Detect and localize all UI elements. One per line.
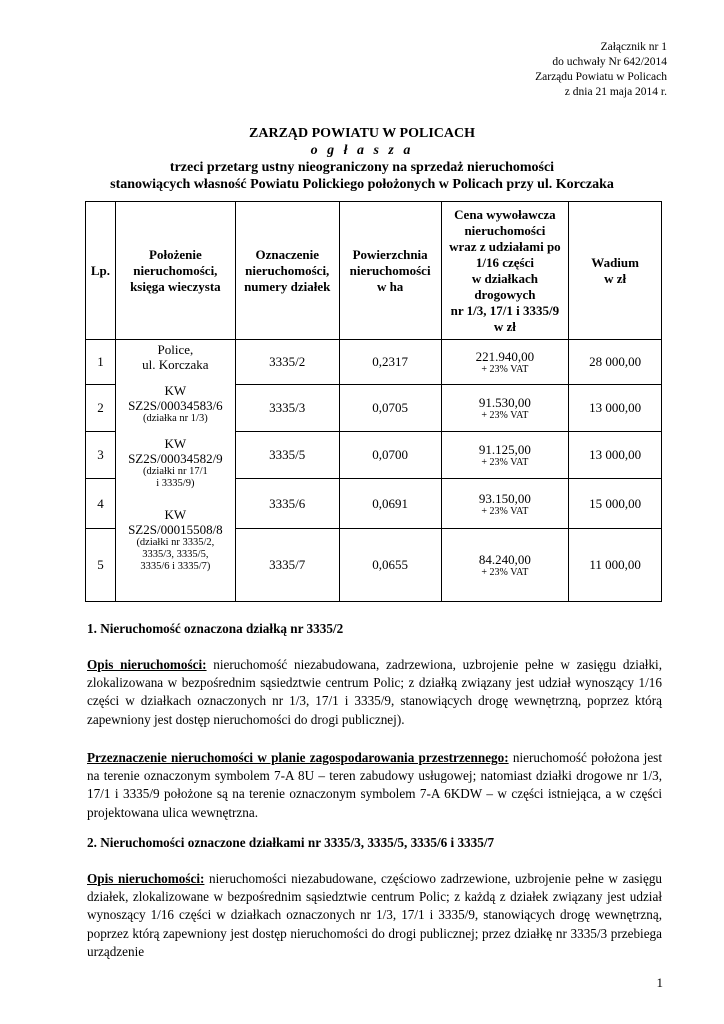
description-text: nieruchomość niezabudowana, zadrzewiona, uzbrojenie pełne w zasięgu działki, zlokalizowana w bezpośrednim sąsiedztwie centrum Polic; z działką związany jest udział wynoszący 1/16 części w działkach oznaczonych nr 1/3, 17/1 i 3335/9, stanowiących drogę wewnętrzną, poprzez którą zapewniony jest dostęp nieruchomości do drogi publicznej). [87,657,663,727]
annex-line: z dnia 21 maja 2014 r. [564,86,667,98]
cell-deposit: 13 000,00 [569,385,662,432]
header-location: Położenie nieruchomości, księga wieczysta [115,202,235,340]
header-lp: Lp. [86,202,116,340]
description-label: Opis nieruchomości: [87,657,207,672]
cell-area: 0,0705 [339,385,441,432]
cell-parcel: 3335/5 [235,432,339,479]
header-area: Powierzchnia nieruchomości w ha [339,202,441,340]
property-table [85,201,662,602]
zoning-label: Przeznaczenie nieruchomości w planie zagospodarowania przestrzennego: [87,750,509,765]
section2-title: 2. Nieruchomości oznaczone działkami nr 3335/3, 3335/5, 3335/6 i 3335/7 [87,835,495,850]
cell-price: 91.125,00 + 23% VAT [441,432,569,479]
cell-lp: 3 [86,432,116,479]
cell-deposit: 13 000,00 [569,432,662,479]
cell-parcel: 3335/2 [235,340,339,385]
cell-area: 0,0700 [339,432,441,479]
heading-announces: o g ł a s z a [310,143,414,158]
section2-description [87,870,662,961]
header-parcel: Oznaczenie nieruchomości, numery działek [235,202,339,340]
cell-lp: 5 [86,529,116,602]
cell-price: 93.150,00 + 23% VAT [441,479,569,529]
annex-line: Załącznik nr 1 [600,41,667,53]
cell-price: 84.240,00 + 23% VAT [441,529,569,602]
description-text: nieruchomości niezabudowane, częściowo zadrzewione, uzbrojenie pełne w zasięgu działek, zlokalizowane w bezpośrednim sąsiedztwie centrum Polic; z każdą z działek związany jest udział wynoszący 1/16 części w działkach oznaczonych nr 1/3, 17/1 i 3335/9, stanowiących drogę wewnętrzną, poprzez którą zapewniony jest dostęp nieruchomości do drogi publicznej; przez działkę nr 3335/3 przebiega urządzenie [87,871,663,959]
section1-title: 1. Nieruchomość oznaczona działką nr 3335/2 [87,621,344,636]
header-deposit: Wadium w zł [569,202,662,340]
cell-deposit: 28 000,00 [569,340,662,385]
zoning-text: nieruchomość położona jest na terenie oznaczonym symbolem 7-A 8U – teren zabudowy usługowej; natomiast działki drogowe nr 1/3, 17/1 i 3335/9 położone są na terenie oznaczonym symbolem 7-A 6KDW – w części istniejąca, a w części projektowana ulica wewnętrzna. [87,750,662,820]
cell-price: 91.530,00 + 23% VAT [441,385,569,432]
section1-description [87,656,662,729]
document-heading [0,125,724,193]
cell-lp: 1 [86,340,116,385]
cell-area: 0,0691 [339,479,441,529]
cell-price: 221.940,00 + 23% VAT [441,340,569,385]
cell-deposit: 15 000,00 [569,479,662,529]
annex-note [535,40,667,100]
heading-title: ZARZĄD POWIATU W POLICACH [249,126,475,141]
description-label: Opis nieruchomości: [87,871,205,886]
heading-subject: trzeci przetarg ustny nieograniczony na sprzedaż nieruchomości [169,160,555,175]
cell-parcel: 3335/6 [235,479,339,529]
cell-lp: 4 [86,479,116,529]
table-row [86,340,662,385]
cell-location: Police, ul. Korczaka KW SZ2S/00034583/6 (działka nr 1/3) KW SZ2S/00034582/9 (działki nr 17/1 i 3335/9) KW SZ2S/00015508/8 (działki nr 3335/2, 3335/3, 3335/5, 3335/6 i 3335/7) [115,340,235,602]
page-number: 1 [656,975,663,990]
cell-area: 0,2317 [339,340,441,385]
cell-area: 0,0655 [339,529,441,602]
cell-parcel: 3335/7 [235,529,339,602]
cell-parcel: 3335/3 [235,385,339,432]
heading-subject-cont: stanowiących własność Powiatu Polickiego położonych w Policach przy ul. Korczaka [110,177,614,192]
table-header-row [86,202,662,340]
header-price: Cena wywoławcza nieruchomości wraz z udziałami po 1/16 części w działkach drogowych nr 1/3, 17/1 i 3335/9 w zł [441,202,569,340]
annex-line: Zarządu Powiatu w Policach [535,71,667,83]
annex-line: do uchwały Nr 642/2014 [552,56,667,68]
cell-lp: 2 [86,385,116,432]
cell-deposit: 11 000,00 [569,529,662,602]
section1-zoning [87,749,662,822]
